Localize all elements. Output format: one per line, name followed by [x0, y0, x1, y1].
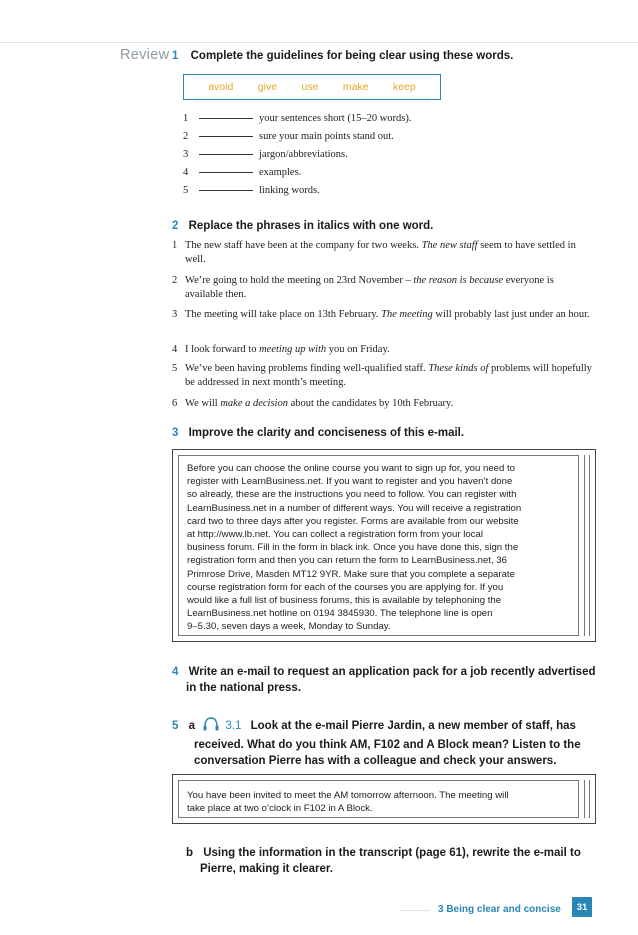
email-frame-edge	[584, 455, 585, 636]
q2-heading-text: Replace the phrases in italics with one word.	[188, 220, 434, 232]
q4-heading: 4 Write an e-mail to request an application pack for a job recently advertised in the national press.	[172, 666, 596, 694]
q2-item: 2 We’re going to hold the meeting on 23rd November – the reason is because everyone is available then.	[172, 275, 554, 300]
answer-blank	[199, 136, 253, 137]
word: avoid	[208, 81, 234, 93]
answer-blank	[199, 172, 253, 173]
word: keep	[392, 81, 416, 93]
guideline-item: 5 linking words.	[183, 185, 320, 196]
email-line: 9–5.30, seven days a week, Monday to Sunday.	[187, 621, 391, 633]
answer-blank	[199, 118, 253, 119]
email-line: business forum. Fill in the form in black ink. Once you have done this, sign the	[187, 542, 519, 554]
email-line: at http://www.lb.net. You can collect a registration form from your local	[187, 529, 483, 541]
page-number: 31	[572, 897, 592, 917]
email-line: so already, these are the instructions you need to follow. You can register with	[187, 489, 517, 501]
email-frame	[178, 455, 579, 636]
email-box-pierre	[172, 774, 596, 824]
word: give	[257, 81, 278, 93]
q1-number: 1	[172, 50, 179, 62]
q4-number: 4	[172, 666, 179, 678]
q2-number: 2	[172, 220, 179, 232]
email-body	[179, 456, 578, 638]
q5-number: 5	[172, 720, 179, 732]
email-line: registration form and then you can return the form to LearnBusiness.net, 36	[187, 555, 507, 567]
q3-heading	[172, 427, 464, 439]
italic-phrase: The meeting	[381, 309, 433, 320]
guideline-item: 3 jargon/abbreviations.	[183, 149, 348, 160]
q5-part-b-label: b	[186, 847, 194, 859]
email-line: register with LearnBusiness.net. If you want to register and you haven’t done	[187, 476, 513, 488]
email-box	[172, 449, 596, 642]
word: use	[301, 81, 319, 93]
email-line: card two to three days after you register. Forms are available from our website	[187, 515, 519, 527]
italic-phrase: the reason is because	[413, 275, 504, 286]
headphones-icon	[202, 716, 220, 737]
q5b-heading: b Using the information in the transcript (page 61), rewrite the e-mail to Pierre, making it clearer.	[186, 847, 581, 875]
q2-heading	[172, 220, 433, 232]
q2-item: 4 I look forward to meeting up with you on Friday.	[172, 344, 390, 355]
email-frame-edge	[589, 455, 590, 636]
email-line: course registration form for each of the courses you are applying for. If you	[187, 581, 504, 593]
answer-blank	[199, 190, 253, 191]
email-line: Before you can choose the online course you want to sign up for, you need to	[187, 463, 516, 474]
email-frame-edge	[584, 780, 585, 818]
q2-item: 1 The new staff have been at the company for two weeks. The new staff seem to have settled in well.	[172, 240, 576, 265]
top-rule	[0, 42, 638, 43]
email-body	[179, 781, 578, 819]
q2-item: 3 The meeting will take place on 13th February. The meeting will probably last just under an hour.	[172, 309, 590, 320]
word-box	[183, 74, 441, 100]
email-line: would like a full list of business forums, this is available by telephoning the	[187, 595, 502, 607]
word: make	[342, 81, 369, 93]
email-line: take place at two o’clock in F102 in A Block.	[187, 803, 373, 815]
email-line: LearnBusiness.net in a number of different ways. You will receive a registration	[187, 502, 522, 514]
q3-heading-text: Improve the clarity and conciseness of this e-mail.	[188, 427, 465, 439]
chapter-title: 3 Being clear and concise	[438, 904, 561, 915]
italic-phrase: These kinds of	[428, 363, 489, 374]
footer-rule	[400, 910, 430, 911]
section-label: Review	[120, 47, 170, 63]
email-frame	[178, 780, 579, 818]
email-line: LearnBusiness.net hotline on 0194 3845930. The telephone line is open	[187, 608, 493, 620]
email-line: You have been invited to meet the AM tomorrow afternoon. The meeting will	[187, 790, 509, 801]
q1-heading-text: Complete the guidelines for being clear using these words.	[190, 50, 514, 62]
q1-heading	[172, 50, 513, 62]
italic-phrase: The new staff	[421, 240, 478, 251]
italic-phrase: make a decision	[220, 398, 288, 409]
q2-item: 6 We will make a decision about the candidates by 10th February.	[172, 398, 454, 409]
q5-part-a-label: a	[188, 720, 196, 732]
email-frame-edge	[589, 780, 590, 818]
q3-number: 3	[172, 427, 179, 439]
answer-blank	[199, 154, 253, 155]
email-line: Primrose Drive, Masden MT12 9YR. Make sure that you complete a separate	[187, 568, 515, 580]
italic-phrase: meeting up with	[259, 344, 327, 355]
guideline-item: 2 sure your main points stand out.	[183, 131, 394, 142]
guideline-item: 4 examples.	[183, 167, 302, 178]
q2-item: 5 We’ve been having problems finding well-qualified staff. These kinds of problems will hopefully be addressed in next month’s meeting.	[172, 363, 592, 388]
track-number: 3.1	[225, 720, 242, 732]
q5-heading: 5 a 3.1 Look at the e-mail Pierre Jardin, a new member of staff, has received. What do you think AM, F102 and A Block mean? Listen to the conversation Pierre has with a colleague and check your answers.	[172, 716, 581, 769]
guideline-item: 1 your sentences short (15–20 words).	[183, 113, 412, 124]
